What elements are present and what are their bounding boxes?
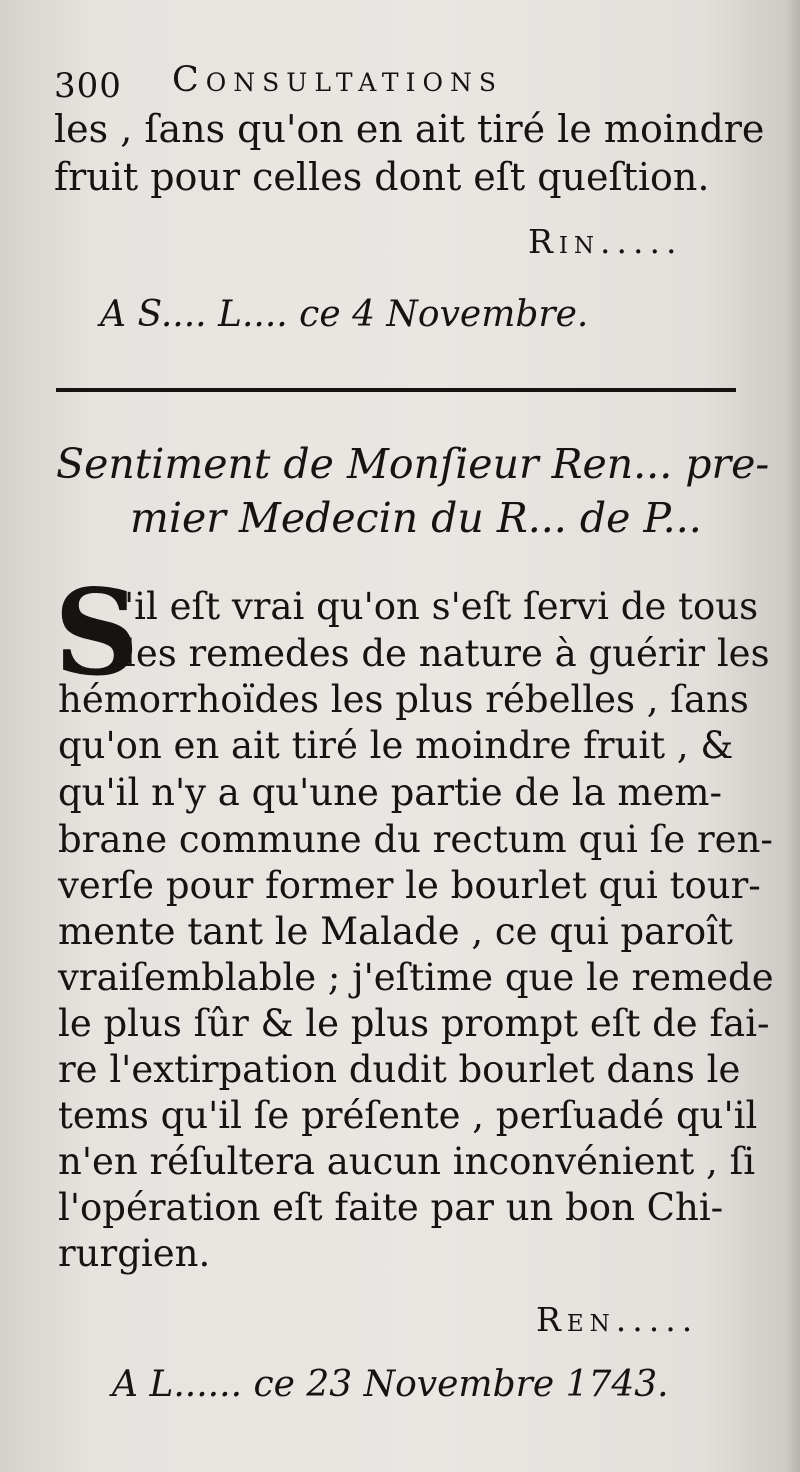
- running-head: [54, 52, 754, 112]
- body-line: re l'extirpation dudit bourlet dans le: [58, 1048, 741, 1091]
- section-divider: [56, 388, 736, 392]
- body-line: qu'il n'y a qu'une partie de la mem-: [58, 771, 722, 814]
- section-heading-line: Sentiment de Monſieur Ren... pre-: [56, 440, 770, 488]
- previous-letter-line: fruit pour celles dont eſt queſtion.: [54, 155, 710, 199]
- body-line: le plus ſûr & le plus prompt eſt de fai-: [58, 1002, 770, 1045]
- previous-dateline: A S.... L.... ce 4 Novembre.: [100, 294, 589, 335]
- body-line: les remedes de nature à guérir les: [124, 632, 770, 675]
- body-line: vraiſemblable ; j'eſtime que le remede: [58, 956, 774, 999]
- page-number: 300: [54, 66, 122, 106]
- body-line: n'en réſultera aucun inconvénient , ſi: [58, 1140, 756, 1183]
- previous-letter-line: les , ſans qu'on en ait tiré le moindre: [54, 107, 765, 151]
- body-line: mente tant le Malade , ce qui paroît: [58, 910, 733, 953]
- body-line: l'opération eſt faite par un bon Chi-: [58, 1186, 724, 1229]
- page-edge-shadow: [786, 0, 800, 1472]
- section-heading-line: mier Medecin du R... de P...: [130, 494, 702, 542]
- body-line: 'il eſt vrai qu'on s'eſt ſervi de tous: [124, 585, 759, 628]
- drop-cap: S: [54, 563, 140, 702]
- body-line: qu'on en ait tiré le moindre fruit , &: [58, 724, 734, 767]
- body-line: rurgien.: [58, 1232, 211, 1275]
- signature: Ren.....: [536, 1300, 699, 1339]
- body-line: tems qu'il ſe préſente , perſuadé qu'il: [58, 1094, 758, 1137]
- running-title: Consultations: [172, 60, 503, 100]
- dateline: A L...... ce 23 Novembre 1743.: [112, 1364, 669, 1405]
- body-line: brane commune du rectum qui ſe ren-: [58, 818, 773, 861]
- body-line: hémorrhoïdes les plus rébelles , ſans: [58, 678, 749, 721]
- previous-signature: Rin.....: [528, 222, 683, 261]
- body-line: verſe pour former le bourlet qui tour-: [58, 864, 761, 907]
